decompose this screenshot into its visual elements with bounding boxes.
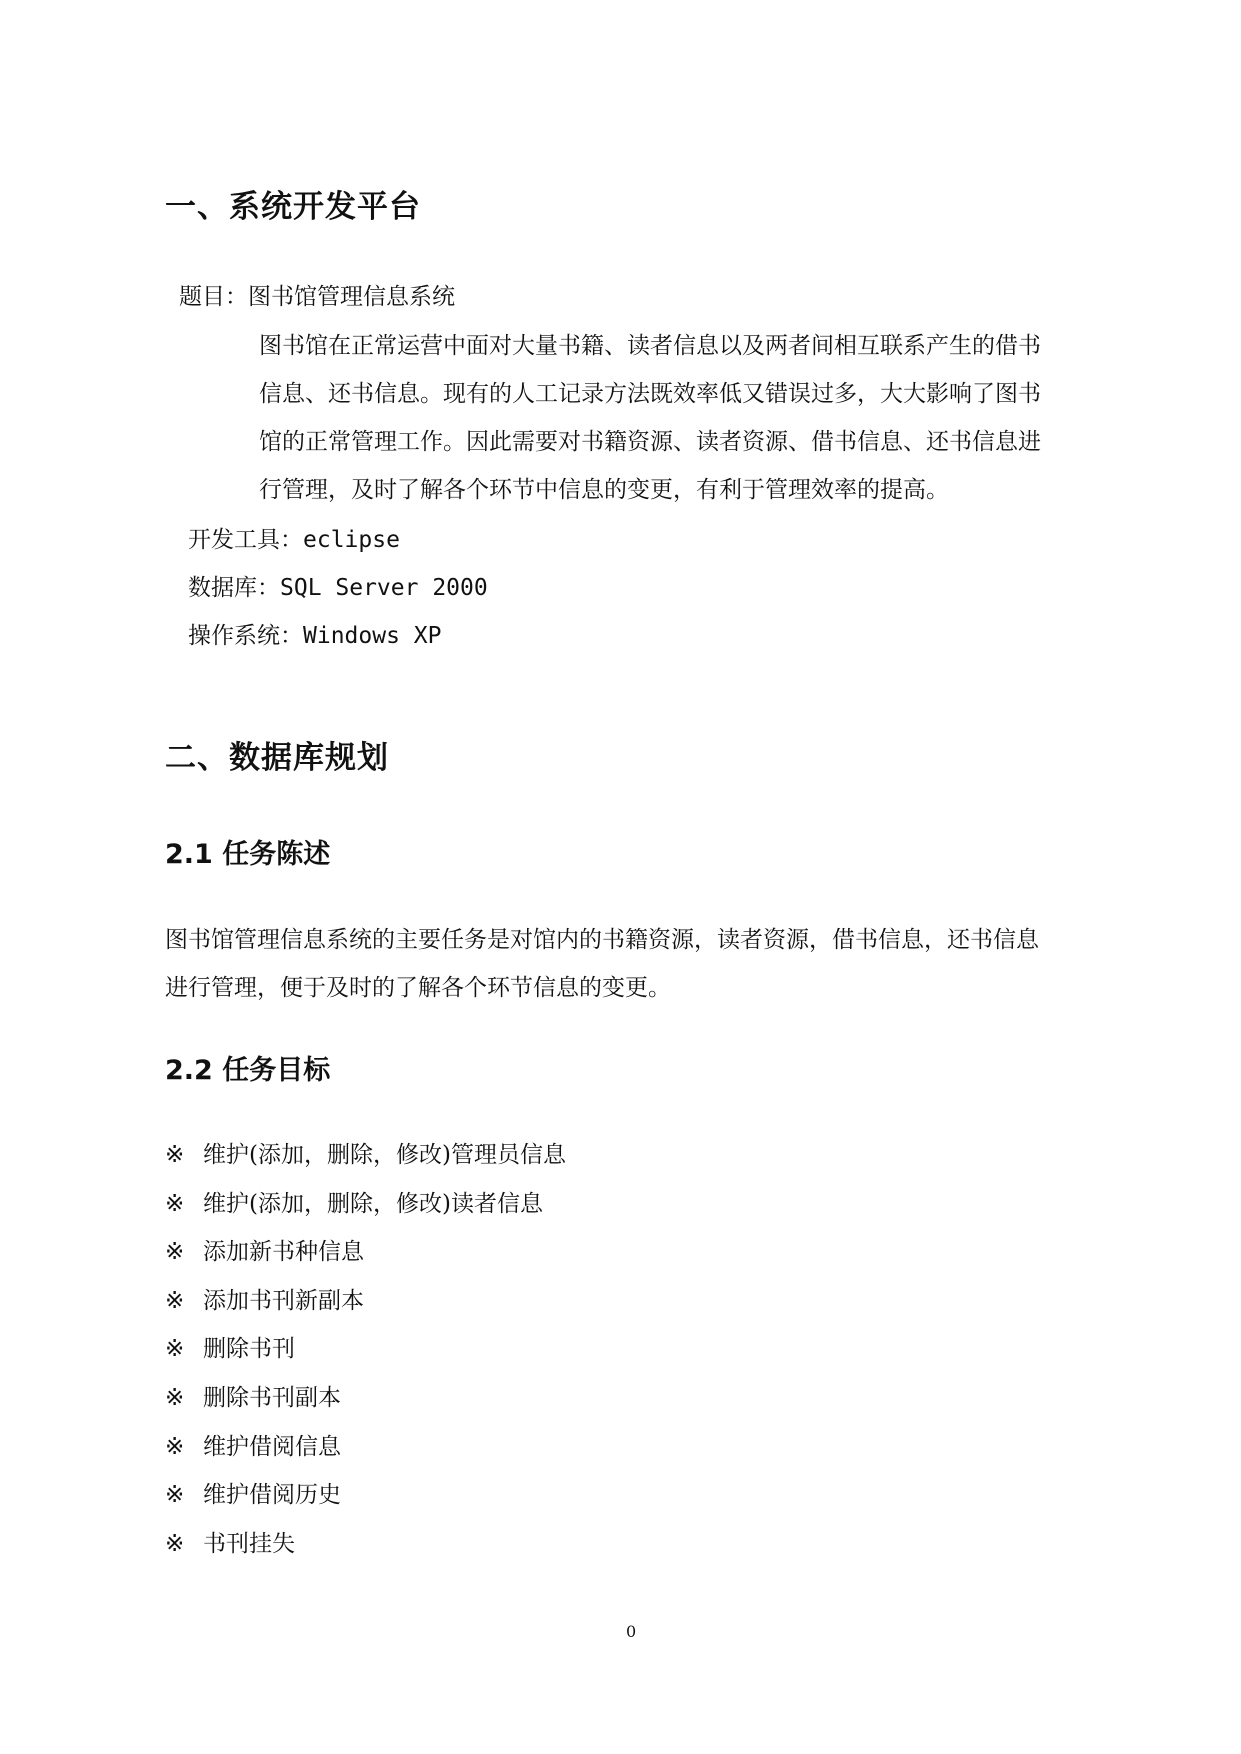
task-goal-list [165, 1138, 566, 1575]
list-item [165, 1332, 566, 1381]
task-statement-line: 进行管理，便于及时的了解各个环节信息的变更。 [165, 975, 671, 1001]
list-item [165, 1138, 566, 1187]
reference-mark-icon: ※ [165, 1239, 185, 1266]
list-item-text: 添加新书种信息 [203, 1239, 364, 1266]
reference-mark-icon: ※ [165, 1190, 185, 1217]
list-item [165, 1527, 566, 1576]
reference-mark-icon: ※ [165, 1287, 185, 1314]
reference-mark-icon: ※ [165, 1482, 185, 1509]
topic-label: 题目： [179, 284, 248, 310]
reference-mark-icon: ※ [165, 1336, 185, 1363]
dev-tool-value: eclipse [303, 527, 400, 553]
database-line [188, 573, 488, 603]
list-item-text: 删除书刊副本 [203, 1384, 341, 1411]
database-value: SQL Server 2000 [280, 575, 488, 601]
subsection-2-1-body [165, 916, 1039, 1012]
list-item [165, 1381, 566, 1430]
description-line: 信息、还书信息。现有的人工记录方法既效率低又错误过多，大大影响了图书 [259, 381, 1041, 407]
list-item [165, 1235, 566, 1284]
os-line [188, 621, 441, 651]
reference-mark-icon: ※ [165, 1384, 185, 1411]
os-label: 操作系统： [188, 623, 303, 649]
description-line: 行管理，及时了解各个环节中信息的变更，有利于管理效率的提高。 [259, 477, 949, 503]
reference-mark-icon: ※ [165, 1142, 185, 1168]
topic-line [179, 282, 455, 312]
list-item [165, 1478, 566, 1527]
section1-heading: 一、系统开发平台 [165, 189, 421, 225]
list-item-text: 维护(添加，删除，修改)读者信息 [203, 1190, 543, 1217]
description-line: 馆的正常管理工作。因此需要对书籍资源、读者资源、借书信息、还书信息进 [259, 429, 1041, 455]
dev-tool-line [188, 525, 400, 555]
os-value: Windows XP [303, 623, 442, 649]
list-item-text: 删除书刊 [203, 1336, 295, 1363]
list-item-text: 维护借阅信息 [203, 1433, 341, 1460]
database-label: 数据库： [188, 575, 280, 601]
description-block [259, 322, 1041, 514]
dev-tool-label: 开发工具： [188, 527, 303, 553]
list-item-text: 添加书刊新副本 [203, 1287, 364, 1314]
section2-heading: 二、数据库规划 [165, 740, 389, 776]
reference-mark-icon: ※ [165, 1530, 185, 1557]
subsection-2-1-heading: 2.1 任务陈述 [165, 839, 331, 870]
list-item-text: 维护借阅历史 [203, 1482, 341, 1509]
reference-mark-icon: ※ [165, 1433, 185, 1460]
list-item-text: 维护(添加，删除，修改)管理员信息 [203, 1142, 566, 1168]
list-item [165, 1430, 566, 1479]
topic-value: 图书馆管理信息系统 [248, 284, 455, 310]
list-item [165, 1284, 566, 1333]
task-statement-line: 图书馆管理信息系统的主要任务是对馆内的书籍资源，读者资源，借书信息，还书信息 [165, 927, 1039, 953]
list-item [165, 1187, 566, 1236]
subsection-2-2-heading: 2.2 任务目标 [165, 1055, 331, 1086]
list-item-text: 书刊挂失 [203, 1530, 295, 1557]
description-line: 图书馆在正常运营中面对大量书籍、读者信息以及两者间相互联系产生的借书 [259, 333, 1041, 359]
page-number: 0 [626, 1622, 637, 1641]
